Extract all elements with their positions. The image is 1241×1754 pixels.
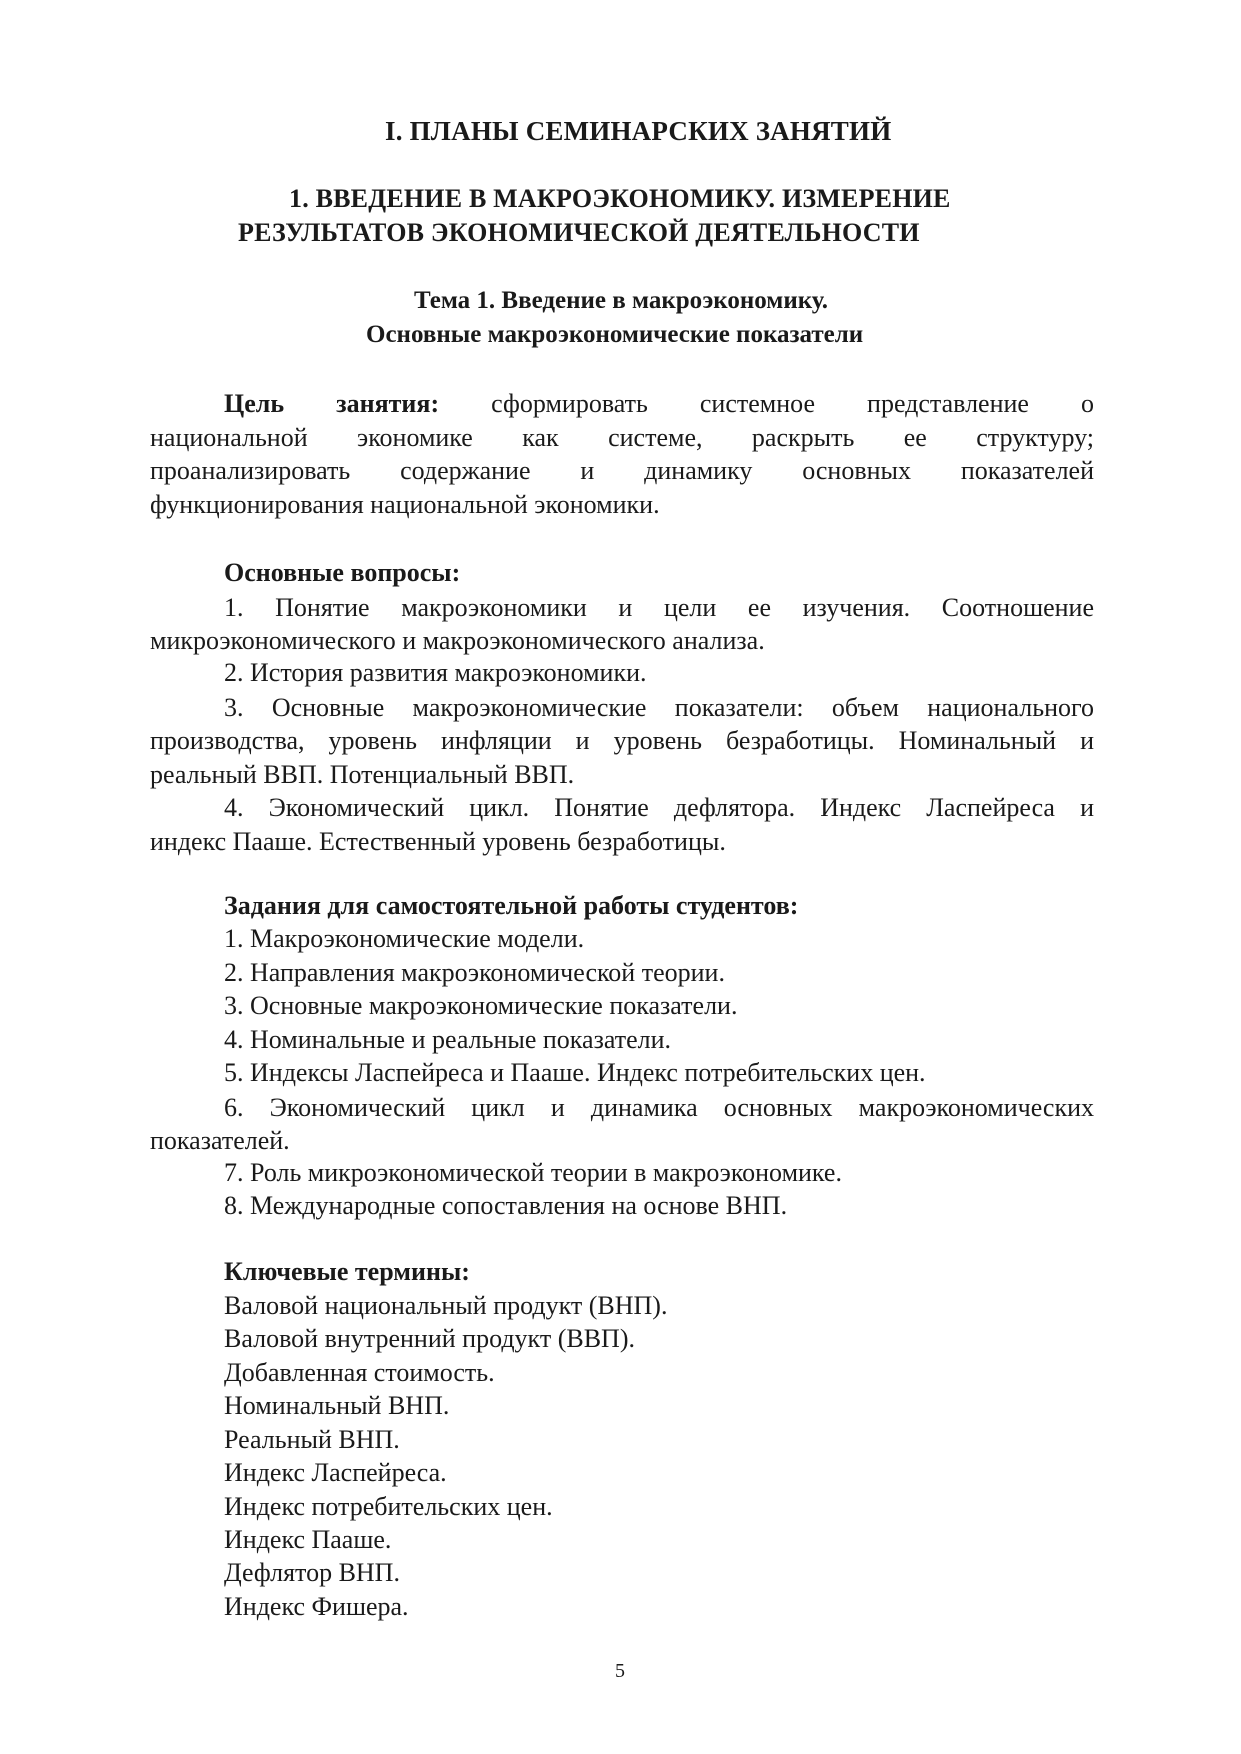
section-title-line1: 1. ВВЕДЕНИЕ В МАКРОЭКОНОМИКУ. ИЗМЕРЕНИЕ — [289, 184, 951, 213]
goal-line3: проанализировать содержание и динамику основных показателей — [150, 456, 1094, 485]
question-3-line1: 3. Основные макроэкономические показатели: объем национального — [224, 693, 1094, 722]
part-title: I. ПЛАНЫ СЕМИНАРСКИХ ЗАНЯТИЙ — [385, 116, 892, 146]
term-item: Индекс Ласпейреса. — [224, 1458, 447, 1487]
goal-label: Цель занятия: — [224, 389, 440, 418]
question-2: 2. История развития макроэкономики. — [224, 658, 647, 687]
task-8: 8. Международные сопоставления на основе ВНП. — [224, 1191, 788, 1220]
question-1-line2: микроэкономического и макроэкономического анализа. — [150, 626, 765, 655]
topic-title-line1: Тема 1. Введение в макроэкономику. — [414, 287, 829, 314]
task-7: 7. Роль микроэкономической теории в макроэкономике. — [224, 1158, 842, 1187]
term-item: Валовой национальный продукт (ВНП). — [224, 1291, 668, 1320]
goal-line1-text: сформировать системное представление о — [491, 389, 1094, 418]
question-3-line2: производства, уровень инфляции и уровень безработицы. Номинальный и — [150, 726, 1094, 755]
topic-title-line2: Основные макроэкономические показатели — [366, 321, 864, 348]
task-4: 4. Номинальные и реальные показатели. — [224, 1025, 672, 1054]
page-number: 5 — [615, 1660, 625, 1682]
goal-line4: функционирования национальной экономики. — [150, 490, 660, 519]
task-6-line1: 6. Экономический цикл и динамика основных макроэкономических — [224, 1093, 1094, 1122]
terms-heading: Ключевые термины: — [224, 1257, 470, 1286]
term-item: Дефлятор ВНП. — [224, 1558, 400, 1587]
term-item: Индекс потребительских цен. — [224, 1492, 553, 1521]
term-item: Индекс Пааше. — [224, 1525, 392, 1554]
goal-line1 — [224, 387, 1094, 421]
question-3-line3: реальный ВВП. Потенциальный ВВП. — [150, 760, 575, 789]
question-1-line1: 1. Понятие макроэкономики и цели ее изучения. Соотношение — [224, 593, 1094, 622]
task-5: 5. Индексы Ласпейреса и Пааше. Индекс потребительских цен. — [224, 1058, 926, 1087]
tasks-heading: Задания для самостоятельной работы студентов: — [224, 891, 799, 920]
term-item: Добавленная стоимость. — [224, 1358, 495, 1387]
task-3: 3. Основные макроэкономические показатели. — [224, 991, 738, 1020]
question-4-line2: индекс Пааше. Естественный уровень безработицы. — [150, 827, 726, 856]
question-4-line1: 4. Экономический цикл. Понятие дефлятора. Индекс Ласпейреса и — [224, 793, 1094, 822]
term-item: Номинальный ВНП. — [224, 1391, 450, 1420]
task-1: 1. Макроэкономические модели. — [224, 924, 585, 953]
term-item: Валовой внутренний продукт (ВВП). — [224, 1324, 635, 1353]
questions-heading: Основные вопросы: — [224, 558, 461, 587]
task-6-line2: показателей. — [150, 1126, 290, 1155]
term-item: Индекс Фишера. — [224, 1592, 409, 1621]
goal-line2: национальной экономике как системе, раскрыть ее структуру; — [150, 423, 1094, 452]
term-item: Реальный ВНП. — [224, 1425, 400, 1454]
section-title-line2: РЕЗУЛЬТАТОВ ЭКОНОМИЧЕСКОЙ ДЕЯТЕЛЬНОСТИ — [238, 218, 920, 247]
task-2: 2. Направления макроэкономической теории. — [224, 958, 725, 987]
